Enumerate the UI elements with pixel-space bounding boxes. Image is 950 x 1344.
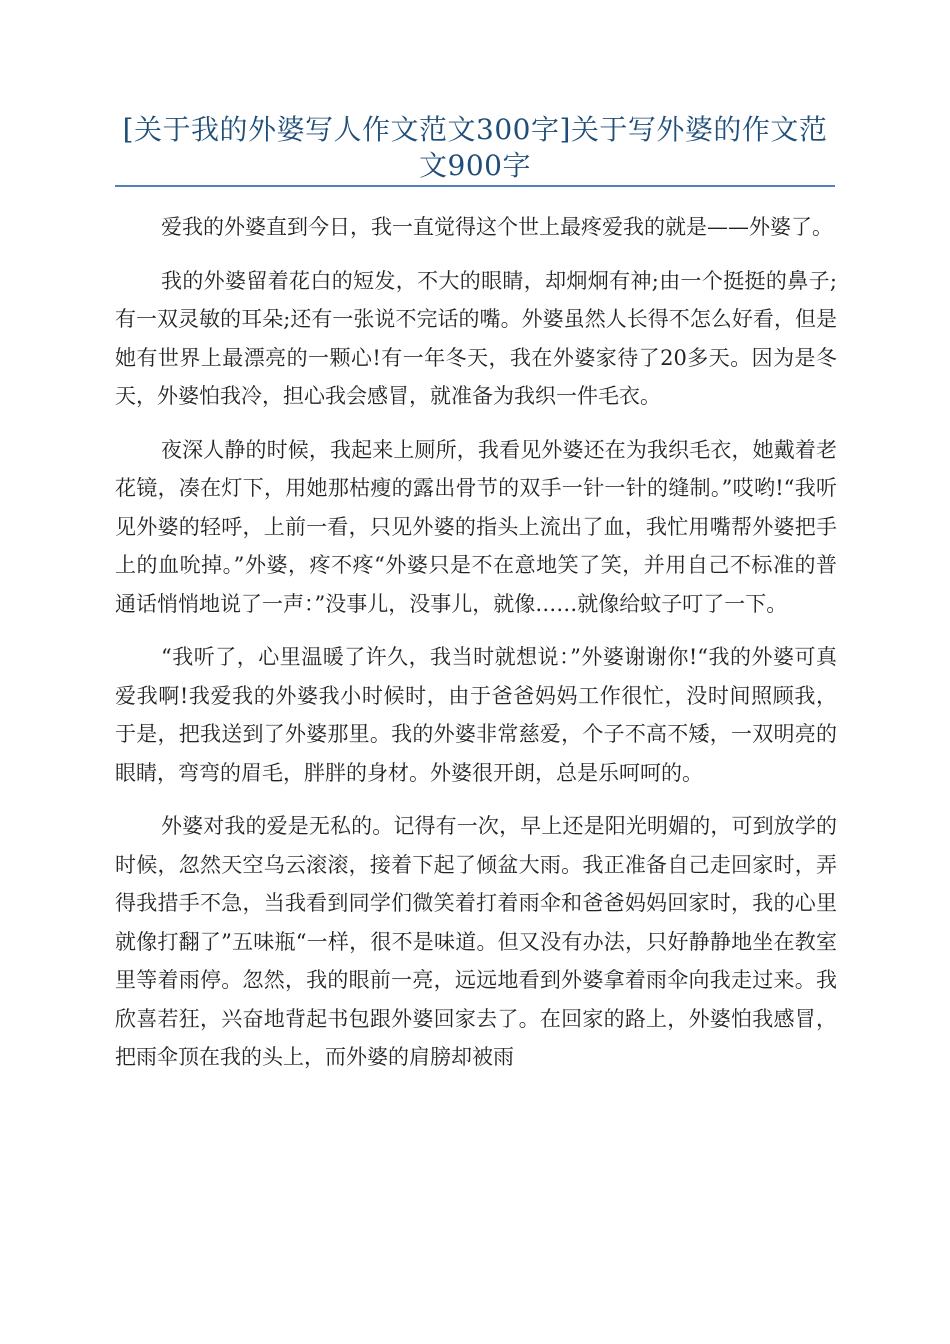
paragraph-3: 夜深人静的时候，我起来上厕所，我看见外婆还在为我织毛衣，她戴着老花镜，凑在灯下，用她那枯瘦的露出骨节的双手一针一针的缝制。”哎哟!“我听见外婆的轻呼，上前一看，只见外婆的指头上流出了血，我忙用嘴帮外婆把手上的血吮掉。”外婆，疼不疼“外婆只是不在意地笑了笑，并用自己不标准的普通话悄悄地说了一声：”没事儿，没事儿，就像……就像给蚊子叮了一下。 — [115, 437, 837, 616]
paragraph-1: 爱我的外婆直到今日，我一直觉得这个世上最疼爱我的就是——外婆了。 — [161, 215, 833, 239]
page-title: [关于我的外婆写人作文范文300字]关于写外婆的作文范文900字 — [122, 113, 828, 182]
title-underline — [115, 185, 835, 187]
paragraph-4: “我听了，心里温暖了许久，我当时就想说：”外婆谢谢你!“我的外婆可真爱我啊!我爱我的外婆我小时候时，由于爸爸妈妈工作很忙，没时间照顾我，于是，把我送到了外婆那里。我的外婆非常慈爱，个子不高不矮，一双明亮的眼睛，弯弯的眉毛，胖胖的身材。外婆很开朗，总是乐呵呵的。 — [115, 645, 837, 785]
document-body — [115, 208, 837, 1092]
paragraph-2: 我的外婆留着花白的短发，不大的眼睛，却炯炯有神;由一个挺挺的鼻子;有一双灵敏的耳朵;还有一张说不完话的嘴。外婆虽然人长得不怎么好看，但是她有世界上最漂亮的一颗心!有一年冬天，我在外婆家待了20多天。因为是冬天，外婆怕我冷，担心我会感冒，就准备为我织一件毛衣。 — [115, 268, 837, 408]
paragraph-5: 外婆对我的爱是无私的。记得有一次，早上还是阳光明媚的，可到放学的时候，忽然天空乌云滚滚，接着下起了倾盆大雨。我正准备自己走回家时，弄得我措手不急，当我看到同学们微笑着打着雨伞和爸爸妈妈回家时，我的心里就像打翻了”五味瓶“一样，很不是味道。但又没有办法，只好静静地坐在教室里等着雨停。忽然，我的眼前一亮，远远地看到外婆拿着雨伞向我走过来。我欣喜若狂，兴奋地背起书包跟外婆回家去了。在回家的路上，外婆怕我感冒，把雨伞顶在我的头上，而外婆的肩膀却被雨 — [115, 814, 837, 1069]
